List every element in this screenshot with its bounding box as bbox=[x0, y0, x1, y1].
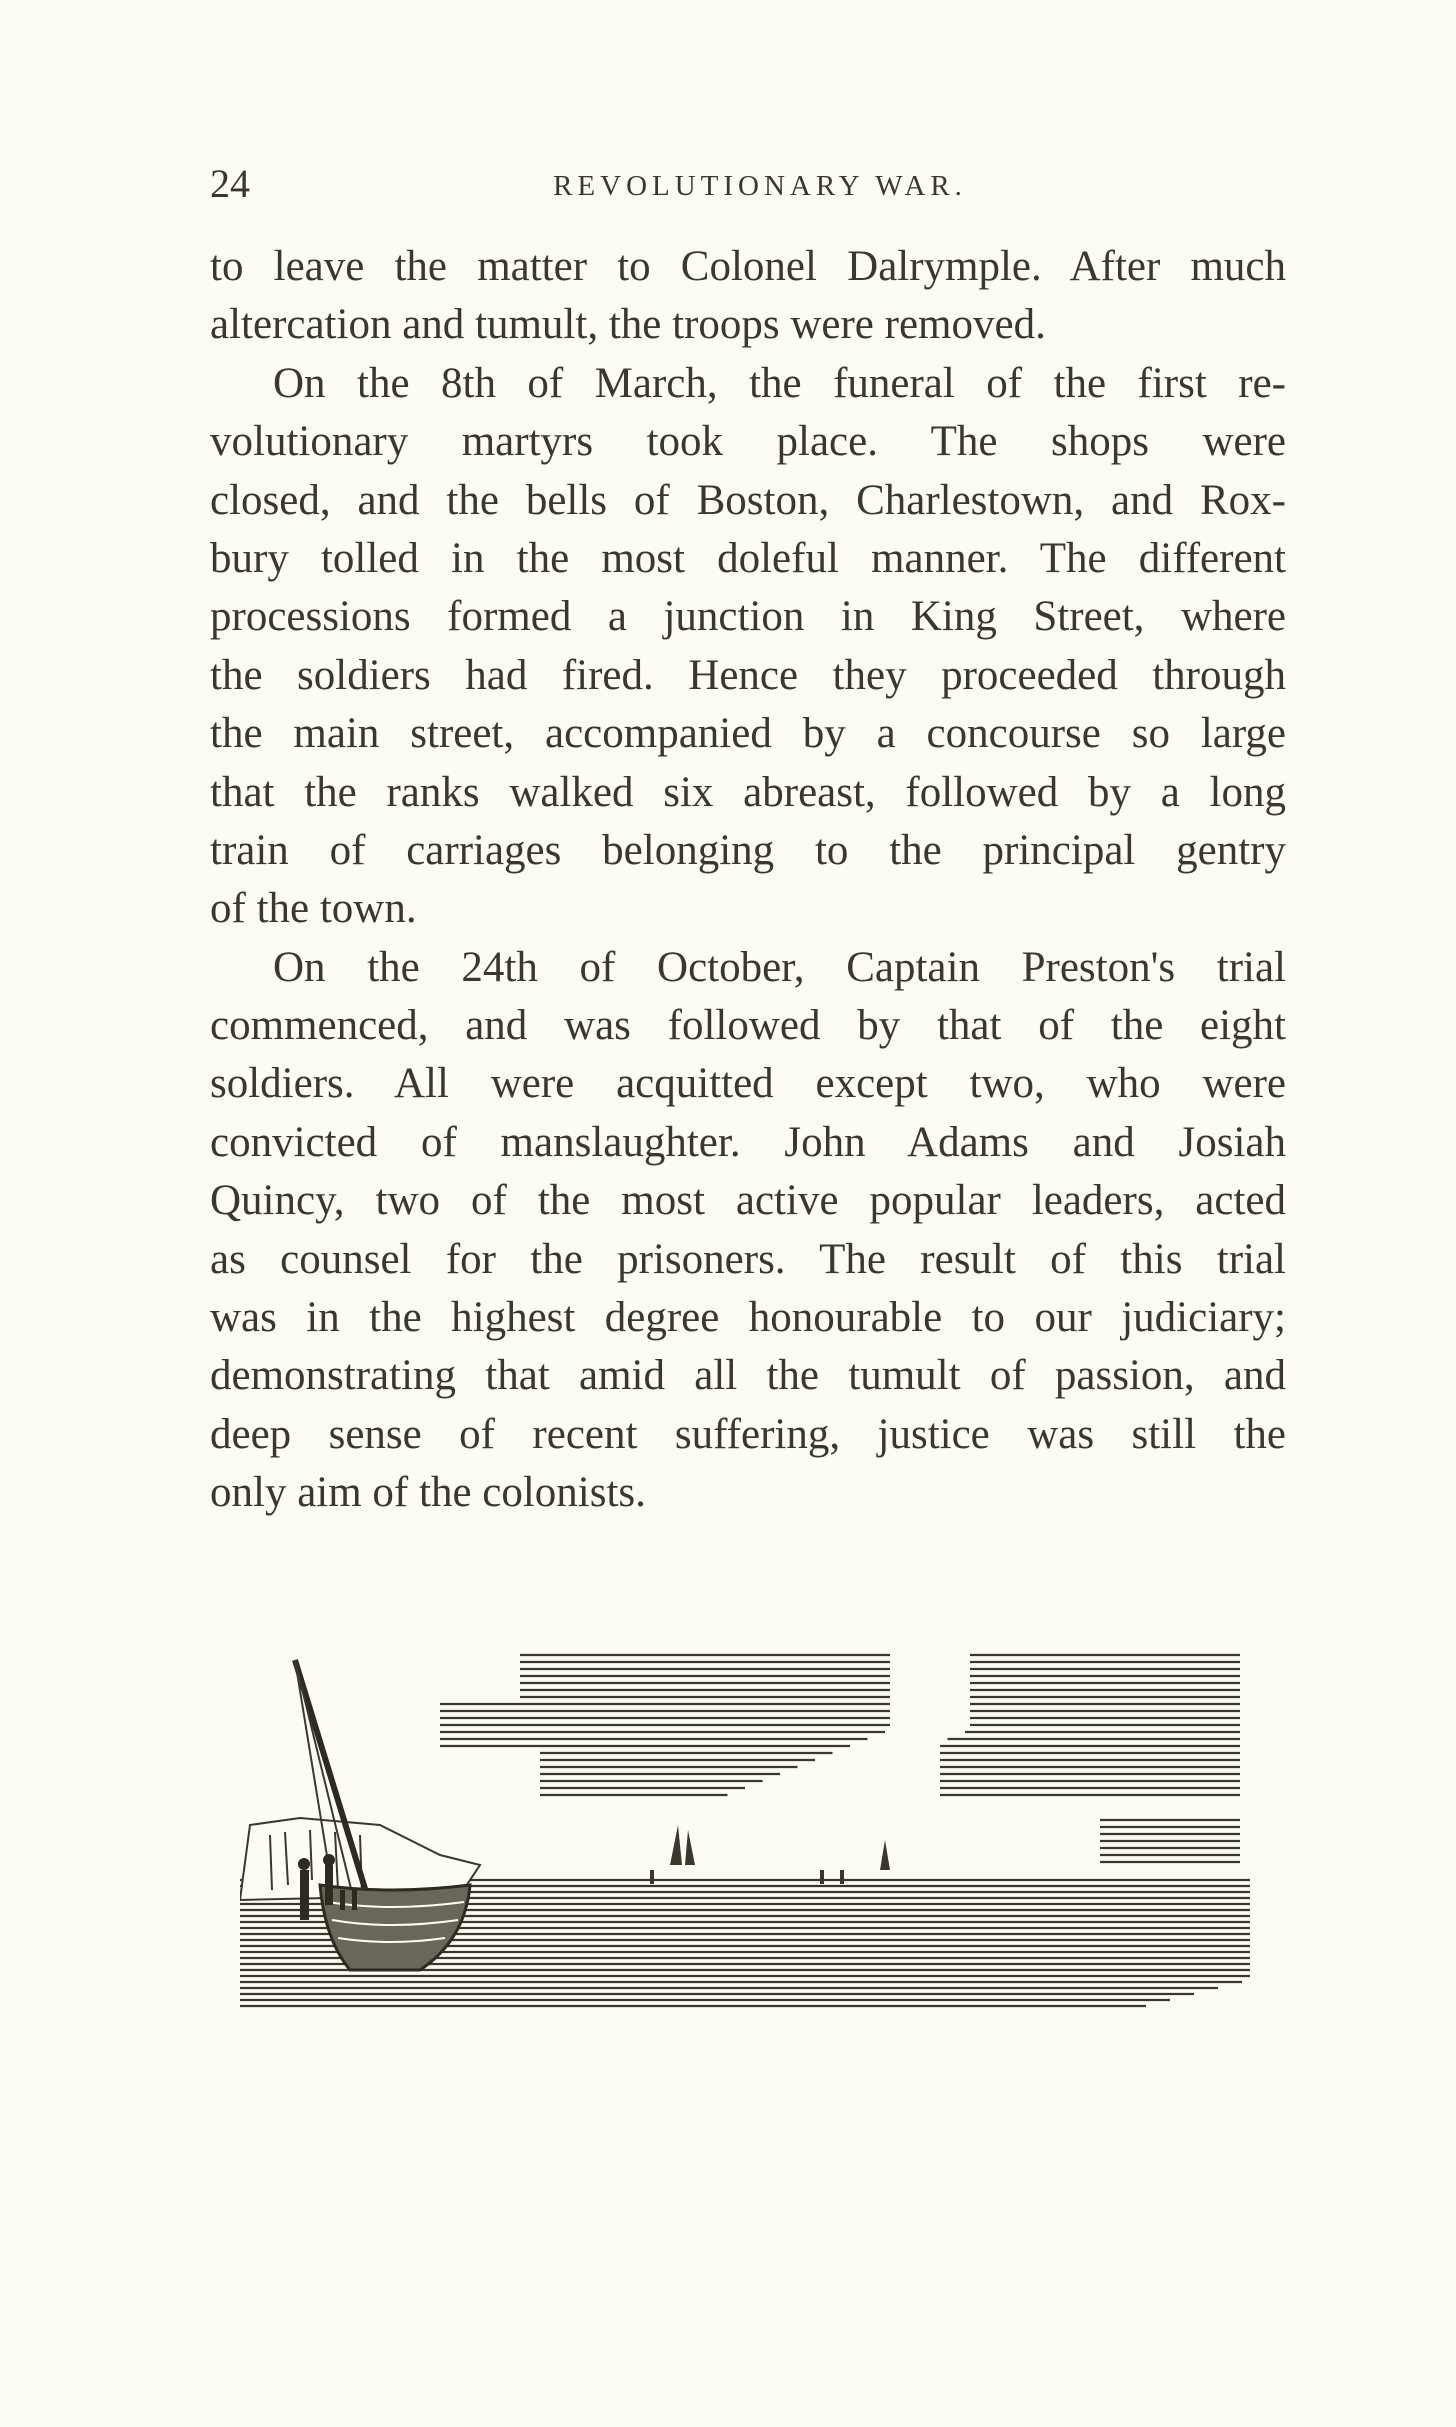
text-line: soldiers. All were acquitted except two, who were bbox=[210, 1060, 1286, 1108]
text-line: the main street, accompanied by a concourse so large bbox=[210, 710, 1286, 758]
text-line: only aim of the colonists. bbox=[210, 1469, 646, 1517]
text-line: Quincy, two of the most active popular leaders, acted bbox=[210, 1177, 1286, 1225]
text-line: closed, and the bells of Boston, Charlestown, and Rox- bbox=[210, 476, 1286, 524]
text-line: convicted of manslaughter. John Adams and Josiah bbox=[210, 1118, 1286, 1166]
text-line: demonstrating that amid all the tumult of passion, and bbox=[210, 1352, 1286, 1400]
text-line: volutionary martyrs took place. The shops were bbox=[210, 418, 1286, 466]
text-line: bury tolled in the most doleful manner. The different bbox=[210, 534, 1286, 582]
text-line: of the town. bbox=[210, 885, 417, 933]
engraving-beach-boat-illustration bbox=[240, 1640, 1250, 2020]
text-line: On the 24th of October, Captain Preston's trial bbox=[273, 943, 1286, 991]
text-line: processions formed a junction in King Street, where bbox=[210, 593, 1286, 641]
text-line: as counsel for the prisoners. The result of this trial bbox=[210, 1235, 1286, 1283]
text-line: train of carriages belonging to the principal gentry bbox=[210, 826, 1286, 874]
text-line: altercation and tumult, the troops were removed. bbox=[210, 301, 1046, 349]
page-number: 24 bbox=[210, 161, 250, 206]
distant-sails bbox=[650, 1825, 890, 1884]
text-line: to leave the matter to Colonel Dalrymple. After much bbox=[210, 243, 1286, 290]
text-line: the soldiers had fired. Hence they proceeded through bbox=[210, 651, 1286, 699]
text-line: deep sense of recent suffering, justice was still the bbox=[210, 1410, 1286, 1458]
body-text bbox=[210, 238, 1286, 1523]
text-line: that the ranks walked six abreast, followed by a long bbox=[210, 768, 1286, 816]
text-line: On the 8th of March, the funeral of the first re- bbox=[273, 359, 1286, 407]
running-title: REVOLUTIONARY WAR. bbox=[553, 170, 967, 202]
text-line: commenced, and was followed by that of the eight bbox=[210, 1002, 1286, 1050]
text-line: was in the highest degree honourable to our judiciary; bbox=[210, 1294, 1286, 1342]
